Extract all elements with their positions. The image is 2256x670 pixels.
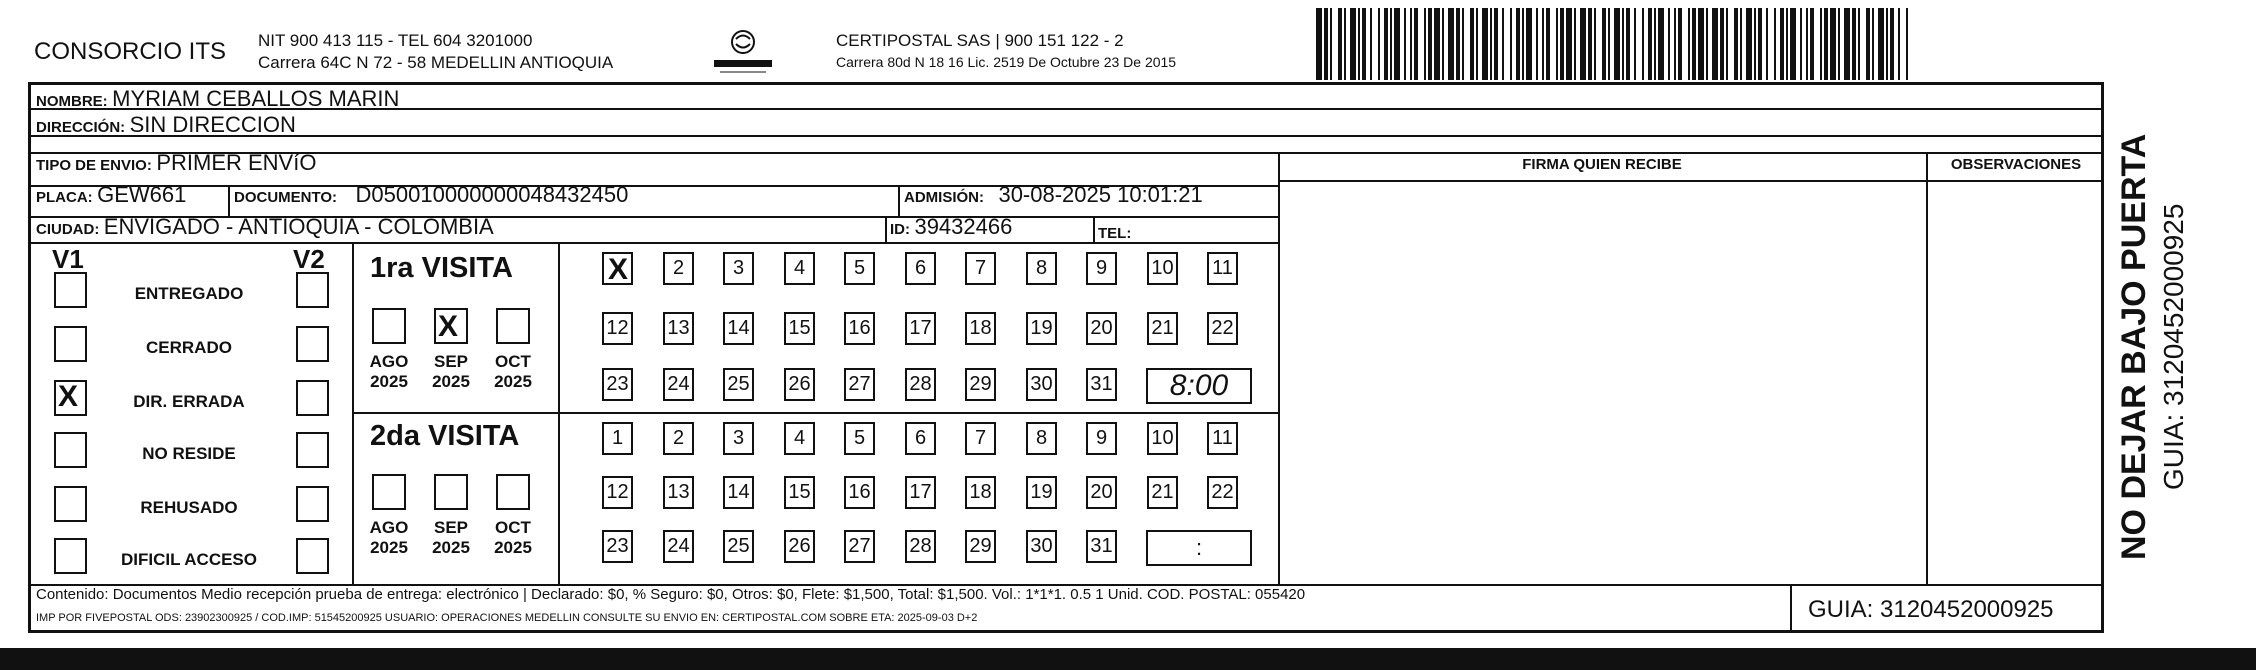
day-cell[interactable]: 13 [663, 312, 694, 345]
barcode [1316, 8, 1912, 80]
signature-header: FIRMA QUIEN RECIBE [1522, 156, 1682, 173]
status-option-label: ENTREGADO [134, 284, 244, 303]
admission-cell [904, 182, 1203, 208]
plate-cell [36, 182, 186, 208]
day-cell[interactable]: 28 [905, 368, 936, 401]
check-mark: X [58, 380, 79, 413]
day-cell[interactable]: 22 [1207, 312, 1238, 345]
day-cell[interactable]: 1 [602, 422, 633, 455]
city-cell [36, 214, 494, 240]
status-option-label: CERRADO [146, 338, 232, 357]
status-v1-checkbox[interactable] [54, 272, 87, 308]
day-cell[interactable]: 26 [784, 530, 815, 563]
day-cell[interactable]: 20 [1086, 476, 1117, 509]
day-cell[interactable]: 19 [1026, 476, 1057, 509]
day-cell[interactable]: 3 [723, 252, 754, 285]
day-cell[interactable]: 30 [1026, 530, 1057, 563]
day-cell[interactable]: 25 [723, 530, 754, 563]
status-v1-checkbox[interactable] [54, 486, 87, 522]
shipment-value: PRIMER ENVíO [156, 150, 317, 175]
visit2-title: 2da VISITA [370, 420, 520, 452]
day-cell[interactable]: 16 [844, 312, 875, 345]
day-cell[interactable]: 31 [1086, 368, 1117, 401]
day-cell[interactable]: 10 [1147, 422, 1178, 455]
address-row [36, 112, 296, 138]
month-checkbox[interactable] [496, 308, 530, 344]
year-label: 2025 [432, 372, 470, 391]
day-cell[interactable]: 22 [1207, 476, 1238, 509]
day-cell[interactable]: 21 [1147, 312, 1178, 345]
tel-cell [1098, 218, 1131, 244]
day-cell[interactable]: 8 [1026, 252, 1057, 285]
day-cell[interactable]: 9 [1086, 252, 1117, 285]
side-guide: GUIA: 3120452000925 [2158, 203, 2189, 490]
day-cell[interactable]: 6 [905, 422, 936, 455]
day-cell[interactable]: 24 [663, 368, 694, 401]
status-v2-checkbox[interactable] [296, 432, 329, 468]
day-cell[interactable]: 10 [1147, 252, 1178, 285]
month-checkbox[interactable] [372, 474, 406, 510]
day-cell[interactable]: 11 [1207, 252, 1238, 285]
day-cell[interactable]: 5 [844, 252, 875, 285]
day-cell[interactable]: 25 [723, 368, 754, 401]
day-cell[interactable]: 12 [602, 312, 633, 345]
id-label: ID: [890, 221, 910, 238]
name-value: MYRIAM CEBALLOS MARIN [112, 86, 400, 111]
footer-guide: GUIA: 3120452000925 [1808, 596, 2054, 623]
year-label: 2025 [370, 538, 408, 557]
day-cell[interactable]: 9 [1086, 422, 1117, 455]
name-row [36, 86, 399, 112]
day-cell[interactable]: 28 [905, 530, 936, 563]
month-label: OCT [495, 518, 531, 537]
day-cell[interactable]: 29 [965, 530, 996, 563]
status-option-label: DIR. ERRADA [133, 392, 245, 411]
month-checkbox[interactable] [434, 308, 468, 344]
status-v2-checkbox[interactable] [296, 326, 329, 362]
month-label: SEP [433, 518, 469, 537]
document-value: D050010000000048432450 [355, 182, 629, 207]
day-cell[interactable]: 2 [663, 252, 694, 285]
day-cell[interactable]: 17 [905, 312, 936, 345]
admission-value: 30-08-2025 10:01:21 [998, 182, 1203, 207]
month-label: AGO [369, 518, 409, 537]
plate-label: PLACA: [36, 189, 93, 206]
visit-time-box[interactable]: : [1146, 530, 1252, 566]
visit-time-box[interactable]: 8:00 [1146, 368, 1252, 404]
day-cell[interactable]: 8 [1026, 422, 1057, 455]
status-v1-checkbox[interactable] [54, 326, 87, 362]
status-v2-checkbox[interactable] [296, 272, 329, 308]
day-cell[interactable]: 2 [663, 422, 694, 455]
day-cell[interactable]: 27 [844, 368, 875, 401]
day-cell[interactable]: 4 [784, 422, 815, 455]
status-v2-checkbox[interactable] [296, 486, 329, 522]
month-label: OCT [495, 352, 531, 371]
status-option-label: NO RESIDE [142, 444, 236, 463]
day-cell[interactable]: 24 [663, 530, 694, 563]
day-cell[interactable]: 11 [1207, 422, 1238, 455]
admission-label: ADMISIÓN: [904, 189, 984, 206]
month-label: SEP [433, 352, 469, 371]
day-cell[interactable]: 19 [1026, 312, 1057, 345]
v2-label: V2 [293, 244, 325, 274]
day-cell[interactable]: 23 [602, 368, 633, 401]
tel-label: TEL: [1098, 225, 1132, 242]
carrier-address: Carrera 80d N 18 16 Lic. 2519 De Octubre 23 De 2015 [836, 54, 1177, 70]
status-v1-checkbox[interactable] [54, 432, 87, 468]
month-checkbox[interactable] [372, 308, 406, 344]
check-mark: X [438, 310, 459, 343]
year-label: 2025 [494, 372, 532, 391]
day-cell[interactable]: 12 [602, 476, 633, 509]
day-cell[interactable]: 26 [784, 368, 815, 401]
address-label: DIRECCIÓN: [36, 119, 126, 136]
day-cell[interactable]: 15 [784, 312, 815, 345]
month-checkbox[interactable] [434, 474, 468, 510]
month-label: AGO [369, 352, 409, 371]
carrier-nit: CERTIPOSTAL SAS | 900 151 122 - 2 [836, 31, 1124, 50]
certipostal-logo [712, 28, 774, 76]
check-mark: X [608, 253, 629, 286]
day-cell[interactable]: 15 [784, 476, 815, 509]
day-cell[interactable]: 27 [844, 530, 875, 563]
plate-value: GEW661 [97, 182, 187, 207]
name-label: NOMBRE: [36, 93, 108, 110]
day-cell[interactable]: 17 [905, 476, 936, 509]
company-name: CONSORCIO ITS [34, 38, 227, 65]
status-v1-checkbox[interactable] [54, 538, 87, 574]
day-cell[interactable]: 6 [905, 252, 936, 285]
status-v1-checkbox[interactable] [54, 380, 87, 416]
id-cell [890, 214, 1012, 240]
city-label: CIUDAD: [36, 221, 100, 238]
observations-header: OBSERVACIONES [1950, 156, 2082, 173]
footer-print-info: IMP POR FIVEPOSTAL ODS: 23902300925 / COD.IMP: 51545200925 USUARIO: OPERACIONES MEDELLIN CONSULTE SU ENVIO EN: CERTIPOSTAL.COM SOBRE ETA: 2025-09-03 D+2 [36, 612, 978, 624]
status-option-label: DIFICIL ACCESO [120, 550, 257, 569]
city-value: ENVIGADO - ANTIOQUIA - COLOMBIA [103, 214, 494, 239]
day-cell[interactable]: 29 [965, 368, 996, 401]
day-cell[interactable]: 5 [844, 422, 875, 455]
day-cell[interactable]: 31 [1086, 530, 1117, 563]
day-cell[interactable]: 7 [965, 252, 996, 285]
signature-area[interactable] [1282, 184, 1922, 582]
id-value: 39432466 [914, 214, 1013, 239]
company-address: Carrera 64C N 72 - 58 MEDELLIN ANTIOQUIA [258, 53, 614, 72]
day-cell[interactable]: 13 [663, 476, 694, 509]
day-cell[interactable]: 14 [723, 476, 754, 509]
address-value: SIN DIRECCION [129, 112, 296, 137]
observations-area[interactable] [1930, 184, 2100, 582]
month-checkbox[interactable] [496, 474, 530, 510]
year-label: 2025 [370, 372, 408, 391]
status-v2-checkbox[interactable] [296, 538, 329, 574]
year-label: 2025 [432, 538, 470, 557]
day-cell[interactable]: 18 [965, 312, 996, 345]
visit1-title: 1ra VISITA [370, 252, 513, 284]
v1-label: V1 [52, 244, 84, 274]
day-cell[interactable]: 18 [965, 476, 996, 509]
status-option-label: REHUSADO [140, 498, 238, 517]
day-cell[interactable]: 3 [723, 422, 754, 455]
document-label: DOCUMENTO: [234, 189, 338, 206]
footer-content: Contenido: Documentos Medio recepción prueba de entrega: electrónico | Declarado: $0, % Seguro: $0, Otros: $0, Flete: $1,500, Total: $1,500. Vol.: 1*1*1. 0.5 1 Unid. COD. POSTAL: 055420 [36, 586, 1306, 603]
day-cell[interactable]: 23 [602, 530, 633, 563]
shipment-row [36, 150, 316, 176]
status-v2-checkbox[interactable] [296, 380, 329, 416]
day-cell[interactable] [602, 252, 633, 285]
day-cell[interactable]: 7 [965, 422, 996, 455]
day-cell[interactable]: 4 [784, 252, 815, 285]
day-cell[interactable]: 16 [844, 476, 875, 509]
bottom-band [0, 648, 2256, 670]
day-cell[interactable]: 30 [1026, 368, 1057, 401]
shipment-label: TIPO DE ENVIO: [36, 157, 152, 174]
day-cell[interactable]: 20 [1086, 312, 1117, 345]
side-warning: NO DEJAR BAJO PUERTA [2115, 133, 2153, 560]
day-cell[interactable]: 21 [1147, 476, 1178, 509]
company-nit: NIT 900 413 115 - TEL 604 3201000 [258, 31, 533, 50]
document-cell [234, 182, 628, 208]
day-cell[interactable]: 14 [723, 312, 754, 345]
year-label: 2025 [494, 538, 532, 557]
